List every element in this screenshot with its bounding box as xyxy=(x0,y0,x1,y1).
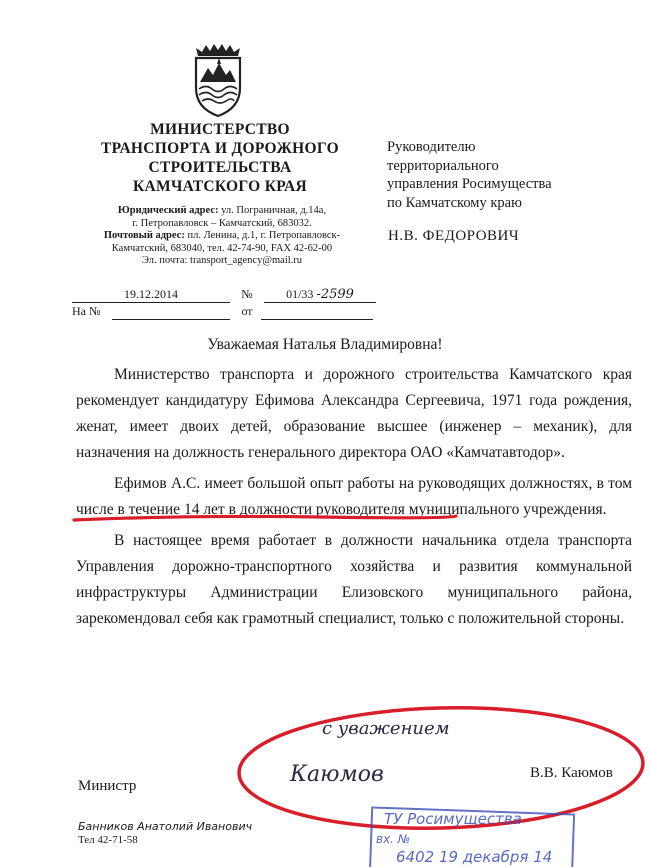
recipient-block xyxy=(387,138,552,212)
reference-label: На № xyxy=(72,304,101,318)
recipient-line: по Камчатскому краю xyxy=(387,194,522,211)
signer-name: В.В. Каюмов xyxy=(530,765,613,781)
greeting: Уважаемая Наталья Владимировна! xyxy=(207,336,443,353)
registration-date: 19.12.2014 xyxy=(72,287,230,303)
ministry-title-line: СТРОИТЕЛЬСТВА xyxy=(148,159,292,176)
postal-address-line: пл. Ленина, д.1, г. Петропавловск- xyxy=(187,230,341,241)
stamp-line: 6402 19 декабря 14 xyxy=(396,848,553,866)
postal-address-label: Почтовый адрес: xyxy=(103,230,185,241)
executor-name: Банников Анатолий Иванович xyxy=(78,820,253,833)
email-line: Эл. почта: transport_agency@mail.ru xyxy=(141,255,303,266)
ministry-title-line: МИНИСТЕРСТВО xyxy=(150,121,290,138)
legal-address-line: ул. Пограничная, д.14а, xyxy=(221,205,327,216)
executor-block xyxy=(78,820,252,847)
stamp-line: ТУ Росимущества xyxy=(384,810,522,828)
letter-paragraph: Министерство транспорта и дорожного строительства Камчатского края рекомендует кандидатуру Ефимова Александра Сергеевича, 1971 года рождения, женат, имеет двоих детей, образование высшее (инженер – механик), для назначения на должность генерального директора ОАО «Камчатавтодор». xyxy=(76,366,632,461)
handwritten-note: с уважением xyxy=(322,718,450,739)
registration-number: 01/33 xyxy=(286,287,314,301)
ministry-address-block xyxy=(72,205,372,268)
ministry-title-line: КАМЧАТСКОГО КРАЯ xyxy=(132,178,308,195)
coat-of-arms-emblem xyxy=(188,42,248,120)
letter-paragraph: Ефимов А.С. имеет большой опыт работы на руководящих должностях, в том числе в течение 14 лет в должности руководителя муниципального учреждения. xyxy=(76,475,632,518)
reference-blank xyxy=(112,304,230,320)
reference-line xyxy=(72,304,373,320)
handwritten-signature: Каюмов xyxy=(290,762,384,787)
recipient-line: территориального xyxy=(387,157,499,174)
legal-address-label: Юридический адрес: xyxy=(117,205,219,216)
registration-number-label: № xyxy=(241,287,253,301)
stamp-line: вх. № xyxy=(376,832,411,846)
incoming-stamp xyxy=(366,806,576,867)
recipient-line: управления Росимущества xyxy=(387,176,552,192)
from-label: от xyxy=(241,304,253,318)
signature-role: Министр xyxy=(78,778,137,794)
legal-address-line: г. Петропавловск – Камчатский, 683032. xyxy=(132,217,312,229)
ministry-title-line: ТРАНСПОРТА И ДОРОЖНОГО xyxy=(101,140,339,157)
executor-phone: Тел 42-71-58 xyxy=(78,834,138,846)
letter-body xyxy=(76,362,632,637)
red-underline-annotation xyxy=(70,512,460,526)
from-blank xyxy=(261,304,373,320)
recipient-name: Н.В. ФЕДОРОВИЧ xyxy=(388,228,520,244)
registration-date-line xyxy=(72,287,376,303)
registration-number-handwritten: -2599 xyxy=(316,287,354,302)
recipient-line: Руководителю xyxy=(387,139,476,155)
letter-paragraph: В настоящее время работает в должности начальника отдела транспорта Управления дорожно-транспортного хозяйства и развития коммунальной инфраструктуры Администрации Елизовского муниципального района, зарекомендовал себя как грамотный специалист, только с положительной стороны. xyxy=(76,532,632,627)
postal-address-line: Камчатский, 683040, тел. 42-74-90, FAX 42-62-00 xyxy=(111,242,333,254)
ministry-title xyxy=(60,120,380,196)
